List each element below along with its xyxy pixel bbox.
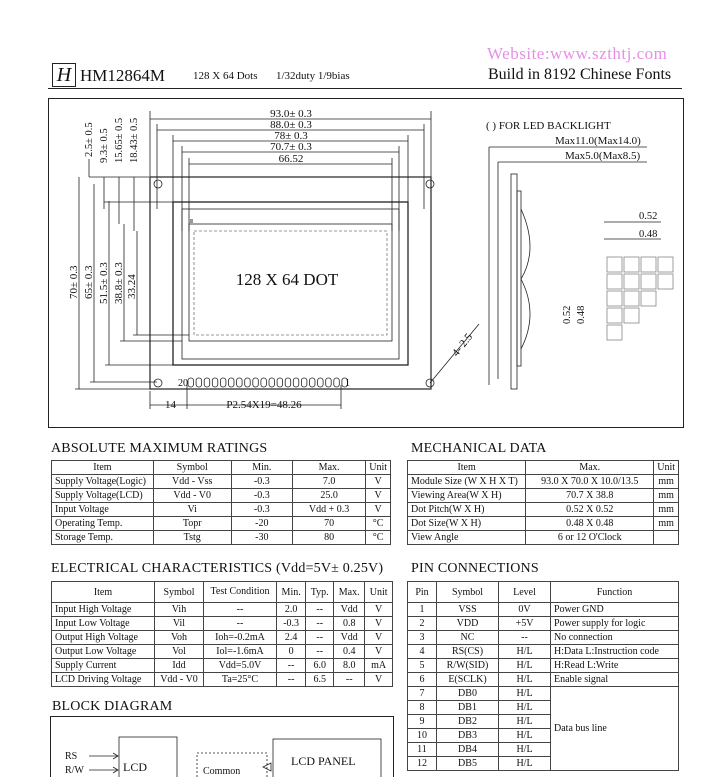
unit-cell: mm (654, 503, 679, 517)
table-row (408, 489, 679, 503)
min-cell: 0 (277, 645, 306, 659)
function-cell: Power GND (551, 603, 679, 617)
dim-left-top-4: 18.43± 0.5 (129, 117, 140, 163)
item-cell: Input High Voltage (52, 603, 155, 617)
max-cell: 0.8 (334, 617, 365, 631)
max-cell: 0.48 X 0.48 (526, 517, 654, 531)
table-row (408, 687, 679, 701)
typ-cell: 6.5 (306, 673, 334, 687)
symbol-cell: Tstg (153, 531, 231, 545)
item-cell: Operating Temp. (52, 517, 154, 531)
dim-left-top-2: 9.3± 0.5 (99, 128, 110, 163)
pin-cell: 5 (408, 659, 437, 673)
table-row (408, 645, 679, 659)
pixel-dot (624, 308, 639, 323)
pin-6 (301, 378, 307, 387)
pin-14 (237, 378, 243, 387)
pin-header (188, 378, 347, 387)
pixel-dot (658, 274, 673, 289)
pin-4 (318, 378, 324, 387)
test-condition-cell: Iol=-1.6mA (204, 645, 277, 659)
max-cell: 25.0 (292, 489, 365, 503)
pixel-dot (624, 257, 639, 272)
item-cell: Output Low Voltage (52, 645, 155, 659)
item-cell: Storage Temp. (52, 531, 154, 545)
max-thickness-1: Max11.0(Max14.0) (555, 135, 641, 147)
symbol-cell: Vil (155, 617, 204, 631)
typ-cell: -- (306, 631, 334, 645)
mech-table (407, 460, 679, 545)
pin-15 (229, 378, 235, 387)
col-typ: Typ. (306, 582, 334, 603)
table-row (408, 659, 679, 673)
level-cell: +5V (499, 617, 551, 631)
typ-cell: -- (306, 603, 334, 617)
col-pin: Pin (408, 582, 437, 603)
max-cell: Vdd (334, 603, 365, 617)
pin-cell: 9 (408, 715, 437, 729)
symbol-cell: DB0 (437, 687, 499, 701)
elec-title: ELECTRICAL CHARACTERISTICS (Vdd=5V± 0.25V) (51, 561, 384, 576)
elec-table (51, 581, 393, 687)
col-min: Min. (231, 461, 292, 475)
table-row (52, 645, 393, 659)
table-row (408, 603, 679, 617)
fonts-spec: Build in 8192 Chinese Fonts (488, 66, 672, 83)
symbol-cell: DB1 (437, 701, 499, 715)
min-cell: -0.3 (231, 503, 292, 517)
table-row (52, 517, 391, 531)
max-cell: 7.0 (292, 475, 365, 489)
dot-pitch-h: 0.52 (639, 211, 658, 222)
pin-2 (334, 378, 340, 387)
pixel-dot (607, 291, 622, 306)
pin-17 (212, 378, 218, 387)
symbol-cell: DB4 (437, 743, 499, 757)
pin-last-label: 1 (345, 378, 350, 389)
pin-18 (204, 378, 210, 387)
pixel-dot (641, 291, 656, 306)
col-item: Item (52, 461, 154, 475)
dim-left-top-3: 15.65± 0.5 (114, 117, 125, 163)
pin-7 (293, 378, 299, 387)
dim-left-top-1: 2.5± 0.5 (84, 122, 95, 157)
dim-left-4: 38.8± 0.3 (113, 262, 125, 304)
abs-max-table (51, 460, 391, 545)
screen-label: 128 X 64 DOT (235, 270, 339, 289)
pin-9 (277, 378, 283, 387)
level-cell: 0V (499, 603, 551, 617)
item-cell: Dot Pitch(W X H) (408, 503, 526, 517)
table-row (408, 503, 679, 517)
signal-rs: RS (65, 751, 78, 762)
level-cell: H/L (499, 729, 551, 743)
table-row (408, 673, 679, 687)
pin-cell: 3 (408, 631, 437, 645)
unit-cell (654, 531, 679, 545)
item-cell: Supply Current (52, 659, 155, 673)
level-cell: H/L (499, 673, 551, 687)
typ-cell: 6.0 (306, 659, 334, 673)
col-symbol: Symbol (437, 582, 499, 603)
pin-cell: 2 (408, 617, 437, 631)
symbol-cell: RS(CS) (437, 645, 499, 659)
pin-cell: 10 (408, 729, 437, 743)
symbol-cell: Vdd - V0 (153, 489, 231, 503)
col-max: Max. (292, 461, 365, 475)
table-header-row (408, 582, 679, 603)
min-cell: -0.3 (231, 475, 292, 489)
pixel-dot (607, 257, 622, 272)
col-function: Function (551, 582, 679, 603)
level-cell: H/L (499, 687, 551, 701)
typ-cell: -- (306, 617, 334, 631)
level-cell: H/L (499, 645, 551, 659)
table-row (52, 617, 393, 631)
left-top-dimension-lines (89, 159, 179, 231)
max-cell: Vdd + 0.3 (292, 503, 365, 517)
symbol-cell: Vdd - V0 (155, 673, 204, 687)
pin-cell: 4 (408, 645, 437, 659)
table-row (52, 503, 391, 517)
common-driver-label: Common (203, 766, 241, 777)
symbol-cell: Vdd - Vss (153, 475, 231, 489)
min-cell: 2.0 (277, 603, 306, 617)
pin-cell: 6 (408, 673, 437, 687)
pin-cell: 1 (408, 603, 437, 617)
pin-cell: 11 (408, 743, 437, 757)
signal-rw: R/W (65, 765, 84, 776)
function-cell: No connection (551, 631, 679, 645)
level-cell: H/L (499, 757, 551, 771)
unit-cell: °C (366, 517, 391, 531)
pixel-dot (641, 257, 656, 272)
item-cell: View Angle (408, 531, 526, 545)
table-row (52, 475, 391, 489)
pin-5 (310, 378, 316, 387)
pixel-dot (624, 274, 639, 289)
pin-cell: 8 (408, 701, 437, 715)
min-cell: -20 (231, 517, 292, 531)
level-cell: H/L (499, 743, 551, 757)
model-number: HM12864M (80, 66, 166, 85)
dim-left-3: 51.5± 0.3 (98, 262, 110, 304)
item-cell: Output High Voltage (52, 631, 155, 645)
col-unit: Unit (366, 461, 391, 475)
table-header-row (408, 461, 679, 475)
pin-first-label: 20 (178, 378, 188, 389)
pin-cell: 7 (408, 687, 437, 701)
unit-cell: V (366, 489, 391, 503)
item-cell: Supply Voltage(LCD) (52, 489, 154, 503)
table-row (52, 531, 391, 545)
unit-cell: mm (654, 517, 679, 531)
table-row (52, 603, 393, 617)
symbol-cell: Voh (155, 631, 204, 645)
min-cell: -30 (231, 531, 292, 545)
symbol-cell: VSS (437, 603, 499, 617)
dot-size-h: 0.48 (639, 229, 658, 240)
mechanical-drawing (48, 98, 684, 428)
test-condition-cell: Ta=25°C (204, 673, 277, 687)
table-row (408, 531, 679, 545)
level-cell: H/L (499, 659, 551, 673)
dot-pitch-v: 0.52 (562, 305, 573, 324)
table-row (408, 475, 679, 489)
max-cell: 93.0 X 70.0 X 10.0/13.5 (526, 475, 654, 489)
pixel-dot (607, 274, 622, 289)
table-row (52, 673, 393, 687)
function-cell: Enable signal (551, 673, 679, 687)
min-cell: -- (277, 659, 306, 673)
test-condition-cell: -- (204, 617, 277, 631)
pin-13 (245, 378, 251, 387)
website-link[interactable]: Website:www.szthtj.com (487, 44, 668, 63)
unit-cell: V (365, 603, 393, 617)
function-cell: H:Read L:Write (551, 659, 679, 673)
pixel-dot (658, 257, 673, 272)
symbol-cell: R/W(SID) (437, 659, 499, 673)
table-row (408, 617, 679, 631)
table-header-row (52, 582, 393, 603)
drawing-svg (49, 99, 683, 427)
unit-cell: V (365, 631, 393, 645)
col-unit: Unit (654, 461, 679, 475)
table-row (52, 631, 393, 645)
hole-callout: 4- 2.5 (449, 331, 476, 359)
table-row (52, 489, 391, 503)
mount-hole-bl (154, 379, 162, 387)
data-bus-cell: Data bus line (551, 687, 679, 771)
pin-cell: 12 (408, 757, 437, 771)
unit-cell: mm (654, 489, 679, 503)
dim-top-3: 78± 0.3 (274, 130, 308, 142)
unit-cell: mA (365, 659, 393, 673)
function-cell: Power supply for logic (551, 617, 679, 631)
pin-19 (196, 378, 202, 387)
dim-left-2: 65± 0.3 (83, 265, 95, 299)
symbol-cell: Vi (153, 503, 231, 517)
dim-left-5: 33.24 (126, 274, 138, 299)
mount-hole-tr (426, 180, 434, 188)
dim-left-1: 70± 0.3 (68, 265, 80, 299)
symbol-cell: NC (437, 631, 499, 645)
item-cell: Input Low Voltage (52, 617, 155, 631)
col-item: Item (408, 461, 526, 475)
max-cell: 6 or 12 O'Clock (526, 531, 654, 545)
pixel-dot (607, 325, 622, 340)
col-max: Max. (526, 461, 654, 475)
unit-cell: V (366, 475, 391, 489)
block-diagram-svg (51, 717, 393, 777)
block-diagram-title: BLOCK DIAGRAM (52, 699, 173, 714)
col-level: Level (499, 582, 551, 603)
col-symbol: Symbol (155, 582, 204, 603)
min-cell: -0.3 (277, 617, 306, 631)
dim-top-1: 93.0± 0.3 (270, 108, 312, 120)
max-cell: 70.7 X 38.8 (526, 489, 654, 503)
pin-10 (269, 378, 275, 387)
col-symbol: Symbol (153, 461, 231, 475)
col-max: Max. (334, 582, 365, 603)
pixel-dot (624, 291, 639, 306)
symbol-cell: VDD (437, 617, 499, 631)
table-row (408, 631, 679, 645)
max-cell: 70 (292, 517, 365, 531)
col-unit: Unit (365, 582, 393, 603)
pin-pitch-dim: P2.54X19=48.26 (226, 399, 302, 411)
item-cell: Input Voltage (52, 503, 154, 517)
pin-8 (285, 378, 291, 387)
max-cell: 80 (292, 531, 365, 545)
test-condition-cell: Vdd=5.0V (204, 659, 277, 673)
pins-title: PIN CONNECTIONS (411, 561, 539, 576)
max-cell: -- (334, 673, 365, 687)
max-cell: 0.4 (334, 645, 365, 659)
mech-title: MECHANICAL DATA (411, 441, 547, 456)
table-header-row (52, 461, 391, 475)
unit-cell: V (365, 645, 393, 659)
pin-20 (188, 378, 194, 387)
dim-top-4: 70.7± 0.3 (270, 141, 312, 153)
lcd-panel-label: LCD PANEL (291, 754, 356, 768)
pixel-dot (607, 308, 622, 323)
pin-11 (261, 378, 267, 387)
item-cell: Viewing Area(W X H) (408, 489, 526, 503)
max-cell: Vdd (334, 631, 365, 645)
max-thickness-2: Max5.0(Max8.5) (565, 150, 641, 162)
function-cell: H:Data L:Instruction code (551, 645, 679, 659)
symbol-cell: Topr (153, 517, 231, 531)
unit-cell: V (366, 503, 391, 517)
test-condition-cell: -- (204, 603, 277, 617)
level-cell: -- (499, 631, 551, 645)
dim-top-5: 66.52 (278, 153, 304, 165)
symbol-cell: Idd (155, 659, 204, 673)
test-condition-cell: Ioh=-0.2mA (204, 631, 277, 645)
pixel-dot (641, 274, 656, 289)
item-cell: Dot Size(W X H) (408, 517, 526, 531)
table-row (408, 517, 679, 531)
brand-logo: H (52, 63, 76, 87)
mount-hole-tl (154, 180, 162, 188)
min-cell: 2.4 (277, 631, 306, 645)
symbol-cell: DB2 (437, 715, 499, 729)
level-cell: H/L (499, 701, 551, 715)
symbol-cell: DB3 (437, 729, 499, 743)
min-cell: -0.3 (231, 489, 292, 503)
item-cell: Module Size (W X H X T) (408, 475, 526, 489)
max-cell: 0.52 X 0.52 (526, 503, 654, 517)
table-row (52, 659, 393, 673)
dot-size-v: 0.48 (576, 305, 587, 324)
backlight-note: ( ) FOR LED BACKLIGHT (486, 120, 611, 132)
lcd-controller-label: LCD (123, 760, 147, 774)
dot-matrix-detail (607, 257, 673, 340)
header-divider (48, 88, 682, 89)
duty-spec: 1/32duty 1/9bias (276, 70, 350, 82)
dots-spec: 128 X 64 Dots (193, 70, 258, 82)
col-min: Min. (277, 582, 306, 603)
symbol-cell: DB5 (437, 757, 499, 771)
dim-top-2: 88.0± 0.3 (270, 119, 312, 131)
col-item: Item (52, 582, 155, 603)
dim-14: 14 (165, 399, 176, 411)
side-view (489, 147, 530, 389)
pin-16 (220, 378, 226, 387)
max-cell: 8.0 (334, 659, 365, 673)
unit-cell: V (365, 617, 393, 631)
pin-3 (326, 378, 332, 387)
typ-cell: -- (306, 645, 334, 659)
item-cell: Supply Voltage(Logic) (52, 475, 154, 489)
pins-table (407, 581, 679, 771)
abs-max-title: ABSOLUTE MAXIMUM RATINGS (51, 441, 268, 456)
symbol-cell: Vih (155, 603, 204, 617)
pin-12 (253, 378, 258, 387)
col-test-condition: Test Condition (204, 582, 277, 603)
symbol-cell: E(SCLK) (437, 673, 499, 687)
min-cell: -- (277, 673, 306, 687)
unit-cell: V (365, 673, 393, 687)
unit-cell: mm (654, 475, 679, 489)
item-cell: LCD Driving Voltage (52, 673, 155, 687)
level-cell: H/L (499, 715, 551, 729)
symbol-cell: Vol (155, 645, 204, 659)
unit-cell: °C (366, 531, 391, 545)
